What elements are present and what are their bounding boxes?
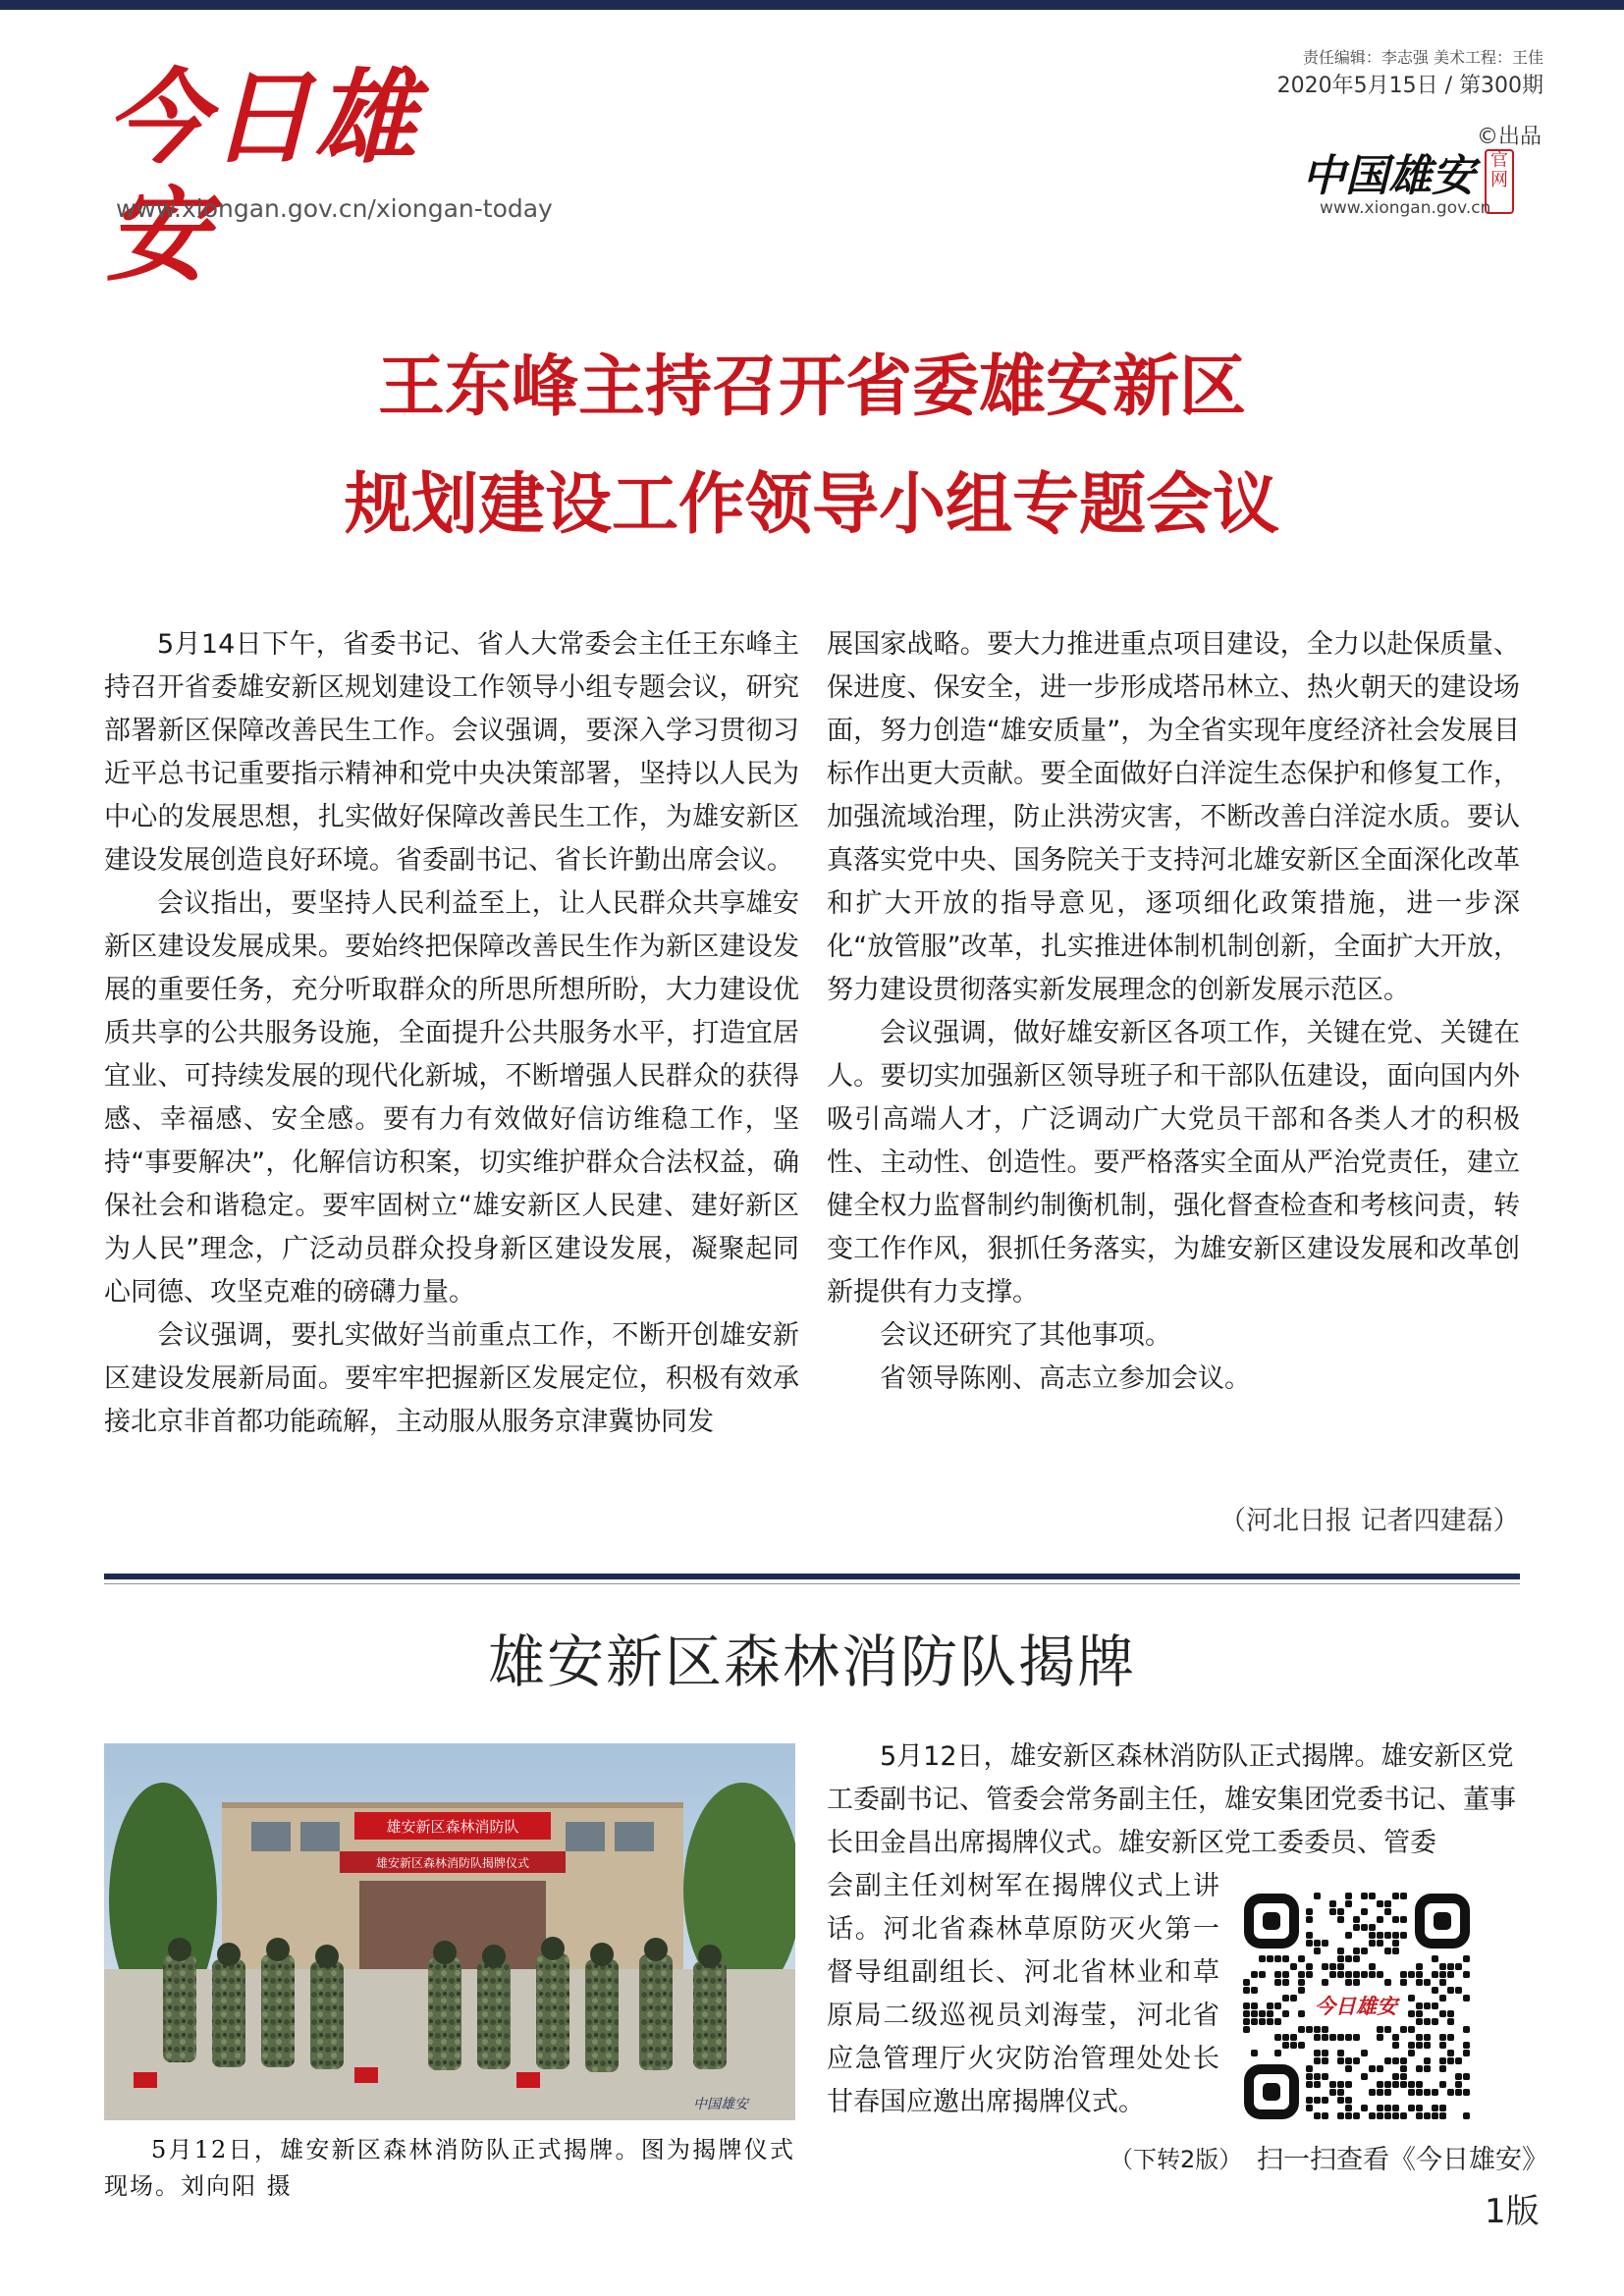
paragraph: 5月12日，雄安新区森林消防队正式揭牌。雄安新区党工委副书记、管委会常务副主任，雄安集团党委书记、董事长田金昌出席揭牌仪式。雄安新区党工委委员、管委 [827, 1741, 1516, 1858]
paragraph: 会议强调，要扎实做好当前重点工作，不断开创雄安新区建设发展新局面。要牢牢把握新区发展定位，积极有效承接北京非首都功能疏解，主动服从服务京津冀协同发 [104, 1320, 799, 1437]
issue-date: 2020年5月15日 / 第300期 [1276, 74, 1543, 98]
news-photo [104, 1743, 795, 2120]
paragraph: 省领导陈刚、高志立参加会议。 [880, 1363, 1251, 1394]
page-number: 1版 [1485, 2192, 1540, 2231]
photo-banner: 雄安新区森林消防队 [386, 1818, 519, 1836]
headline-line-1: 王东峰主持召开省委雄安新区 [377, 347, 1246, 426]
article2-headline: 雄安新区森林消防队揭牌 [487, 1629, 1136, 1695]
brand-logo: 中国雄安 [1302, 151, 1475, 201]
brand-seal-icon: 官网 [1485, 149, 1514, 214]
masthead-url[interactable]: www.xiongan.gov.cn/xiongan-today [116, 194, 553, 223]
publisher-copy: ©出品 [1476, 125, 1542, 149]
qr-center-logo: 今日雄安 [1307, 1989, 1405, 2024]
article-column-2 [827, 623, 1520, 1401]
continued-note: （下转2版） [1110, 2146, 1243, 2173]
headline-line-2: 规划建设工作领导小组专题会议 [344, 465, 1279, 544]
paragraph: 会议强调，做好雄安新区各项工作，关键在党、关键在人。要切实加强新区领导班子和干部队伍建设，面向国内外吸引高端人才，广泛调动广大党员干部和各类人才的积极性、主动性、创造性。要严格落实全面从严治党责任，建立健全权力监督制约制衡机制，强化督查检查和考核问责，转变工作作风，狠抓任务落实，为雄安新区建设发展和改革创新提供有力支撑。 [827, 1018, 1520, 1308]
scan-note: 扫一扫查看《今日雄安》 [1257, 2145, 1548, 2175]
paragraph: 5月14日下午，省委书记、省人大常委会主任王东峰主持召开省委雄安新区规划建设工作领导小组专题会议，研究部署新区保障改善民生工作。会议强调，要深入学习贯彻习近平总书记重要指示精神和党中央决策部署，坚持以人民为中心的发展思想，扎实做好保障改善民生工作，为雄安新区建设发展创造良好环境。省委副书记、省长许勤出席会议。 [104, 629, 799, 876]
paragraph: 会议指出，要坚持人民利益至上，让人民群众共享雄安新区建设发展成果。要始终把保障改善民生作为新区建设发展的重要任务，充分听取群众的所思所想所盼，大力建设优质共享的公共服务设施，全面提升公共服务水平，打造宜居宜业、可持续发展的现代化新城，不断增强人民群众的获得感、幸福感、安全感。要有力有效做好信访维稳工作，坚持“事要解决”，化解信访积案，切实维护群众合法权益，确保社会和谐稳定。要牢固树立“雄安新区人民建、建好新区为人民”理念，广泛动员群众投身新区建设发展，凝聚起同心同德、攻坚克难的磅礴力量。 [104, 888, 799, 1308]
section-divider-thin [104, 1583, 1520, 1584]
photo-sub-banner: 雄安新区森林消防队揭牌仪式 [375, 1856, 530, 1870]
photo-watermark: 中国雄安 [693, 2097, 748, 2112]
editor-credits: 责任编辑：李志强 美术工程：王佳 [1302, 48, 1543, 67]
article-column-1 [104, 623, 799, 1444]
brand-url[interactable]: www.xiongan.gov.cn [1320, 198, 1491, 218]
byline: （河北日报 记者四建磊） [1219, 1506, 1520, 1536]
masthead-logo: 今日雄安 [106, 57, 419, 295]
section-divider [104, 1574, 1520, 1579]
paragraph: 展国家战略。要大力推进重点项目建设，全力以赴保质量、保进度、保安全，进一步形成塔吊林立、热火朝天的建设场面，努力创造“雄安质量”，为全省实现年度经济社会发展目标作出更大贡献。要全面做好白洋淀生态保护和修复工作，加强流域治理，防止洪涝灾害，不断改善白洋淀水质。要认真落实党中央、国务院关于支持河北雄安新区全面深化改革和扩大开放的指导意见，逐项细化政策措施，进一步深化“放管服”改革，扎实推进体制机制创新，全面扩大开放，努力建设贯彻落实新发展理念的创新发展示范区。 [827, 629, 1520, 1005]
top-color-bar [0, 0, 1624, 10]
paragraph: 会议还研究了其他事项。 [880, 1320, 1171, 1351]
paragraph: 会副主任刘树军在揭牌仪式上讲话。河北省森林草原防灭火第一督导组副组长、河北省林业和草原局二级巡视员刘海莹，河北省应急管理厅火灾防治管理处处长甘春国应邀出席揭牌仪式。 [827, 1871, 1219, 2117]
photo-caption: 5月12日，雄安新区森林消防队正式揭牌。图为揭牌仪式现场。刘向阳 摄 [104, 2136, 795, 2200]
